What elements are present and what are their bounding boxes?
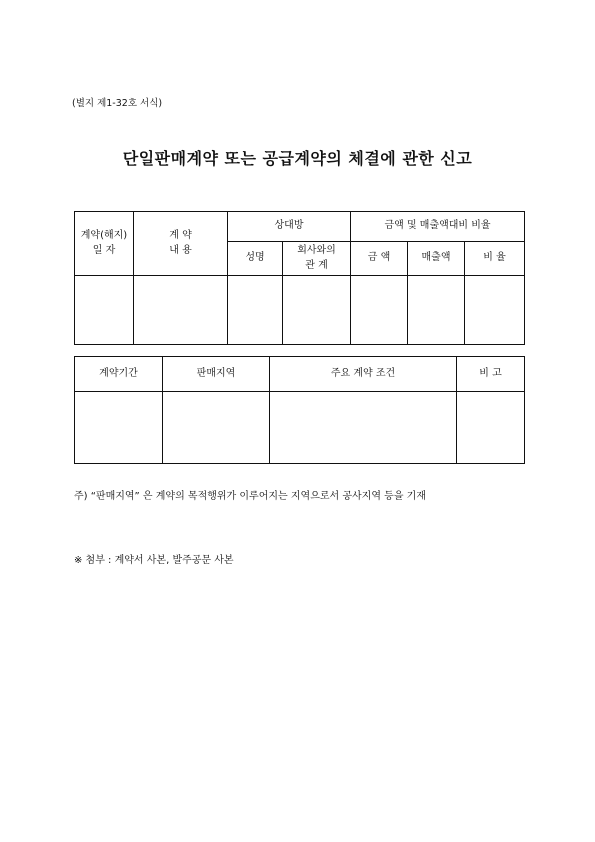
header-ratio: 비 율 <box>465 242 525 276</box>
header-period: 계약기간 <box>75 357 163 392</box>
cell-sales[interactable] <box>408 276 465 345</box>
cell-ratio[interactable] <box>465 276 525 345</box>
cell-period[interactable] <box>75 392 163 464</box>
header-region: 판매지역 <box>163 357 270 392</box>
cell-remarks[interactable] <box>457 392 525 464</box>
header-contract-content: 계 약 내 용 <box>134 212 228 276</box>
cell-name[interactable] <box>228 276 283 345</box>
header-relation: 회사와의 관 계 <box>283 242 351 276</box>
cell-relation[interactable] <box>283 276 351 345</box>
cell-amount[interactable] <box>351 276 408 345</box>
header-name: 성명 <box>228 242 283 276</box>
form-title: 단일판매계약 또는 공급계약의 체결에 관한 신고 <box>122 149 473 168</box>
header-terms: 주요 계약 조건 <box>270 357 457 392</box>
contract-info-table <box>74 211 525 345</box>
table-row <box>75 392 525 464</box>
table-row <box>75 276 525 345</box>
cell-terms[interactable] <box>270 392 457 464</box>
cell-contract-content[interactable] <box>134 276 228 345</box>
cell-region[interactable] <box>163 392 270 464</box>
contract-terms-table <box>74 356 525 464</box>
footnote: 주) “판매지역” 은 계약의 목적행위가 이루어지는 지역으로서 공사지역 등을 기재 <box>74 491 426 502</box>
header-sales: 매출액 <box>408 242 465 276</box>
header-amount-ratio: 금액 및 매출액대비 비율 <box>351 212 525 242</box>
cell-contract-date[interactable] <box>75 276 134 345</box>
header-contract-date: 계약(해지) 일 자 <box>75 212 134 276</box>
header-counterparty: 상대방 <box>228 212 351 242</box>
attachment-note: ※ 첨부 : 계약서 사본, 발주공문 사본 <box>74 555 234 566</box>
form-number-label: (별지 제1-32호 서식) <box>72 98 163 109</box>
header-amount: 금 액 <box>351 242 408 276</box>
header-remarks: 비 고 <box>457 357 525 392</box>
